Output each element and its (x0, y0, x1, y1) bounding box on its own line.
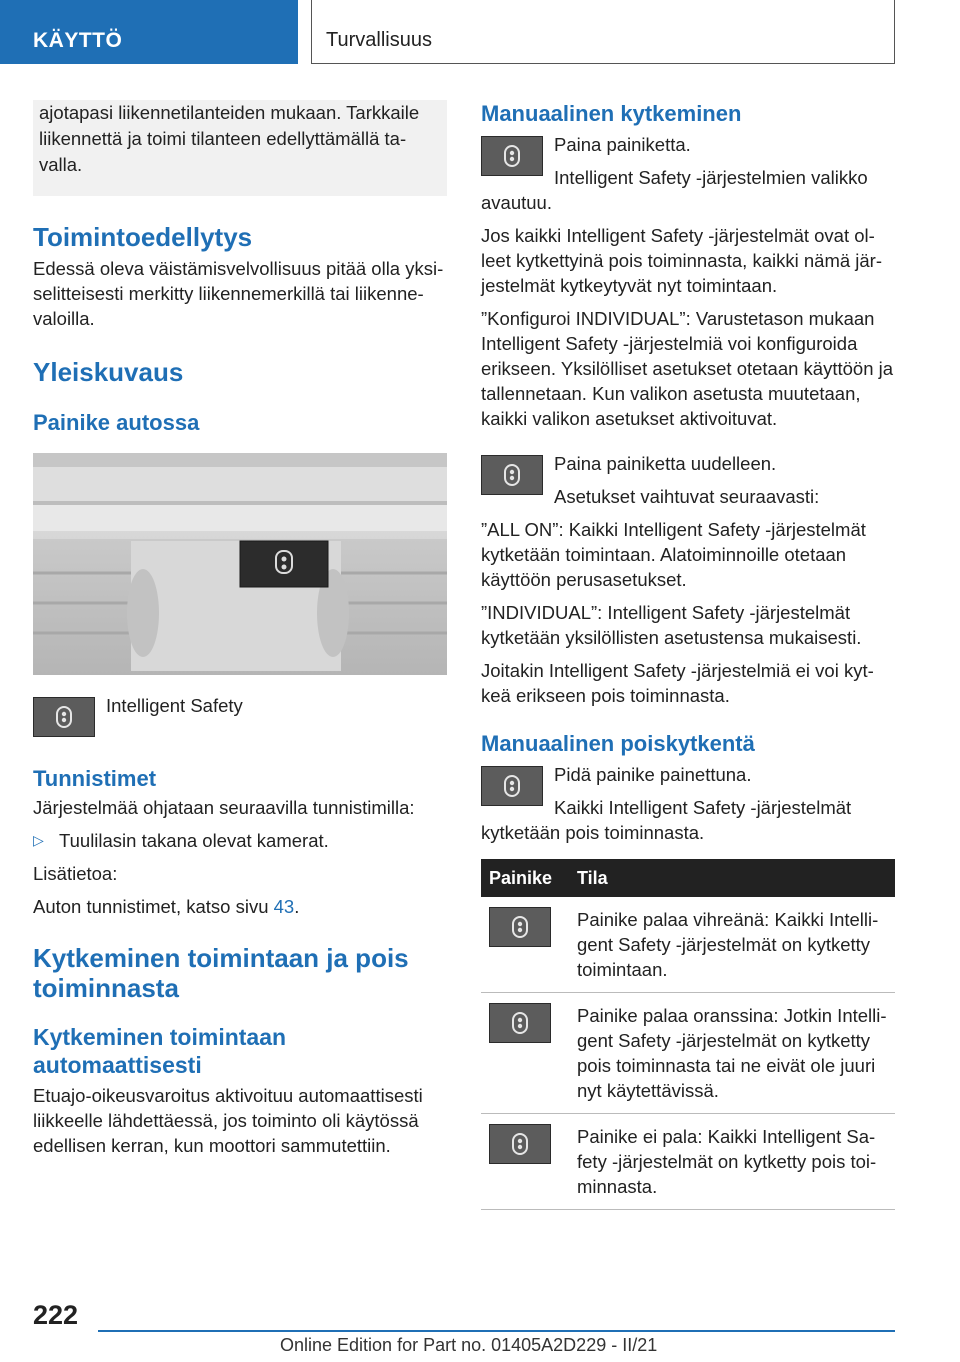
intelligent-safety-icon (481, 766, 543, 806)
heading-manuaalinen-kytkeminen: Manuaalinen kytkeminen (481, 101, 742, 126)
table-row (481, 993, 895, 1114)
heading-painike-autossa: Painike autossa (33, 410, 200, 435)
paragraph-all-on: ”ALL ON”: Kaikki Intelligent Safety -järjestelmät kytketään toimintaan. Alatoiminnoille otetaan käyttöön perusasetukset. (481, 519, 866, 590)
intelligent-safety-icon (489, 1003, 551, 1043)
period: . (294, 896, 300, 917)
paragraph-toimintoedellytys: Edessä oleva väistämisvelvollisuus pitää olla yksi-selitteisesti merkitty liikennemerkillä tai liikenne-valoilla. (33, 258, 444, 329)
step-menu-opens: Intelligent Safety -järjestelmien valikko avautuu. (481, 167, 868, 213)
footer-divider (98, 1330, 895, 1332)
manual-again-block (481, 451, 895, 509)
table-cell-icon (481, 1114, 569, 1210)
table-row (481, 1114, 895, 1210)
paragraph-automaattisesti: Etuajo-oikeusvaroitus aktivoituu automaattisesti liikkeelle lähdettäessä, jos toiminto oli käytössä edellisen kerran, kun moottori sammutettiin. (33, 1085, 423, 1156)
step-all-off: Kaikki Intelligent Safety -järjestelmät kytketään pois toiminnasta. (481, 797, 852, 843)
list-item-text: Tuulilasin takana olevat kamerat. (59, 830, 329, 851)
column-header-painike: Painike (481, 859, 569, 897)
heading-kytkeminen: Kytkeminen toimintaan ja pois toiminnasta (33, 943, 409, 1003)
paragraph-some-systems: Joitakin Intelligent Safety -järjestelmiä ei voi kyt-keä erikseen pois toiminnasta. (481, 660, 874, 706)
table-cell-status: Painike palaa oranssina: Jotkin Intelli-gent Safety -järjestelmät on kytketty pois toiminnasta tai ne eivät ole juuri nyt käytettävissä. (569, 993, 895, 1114)
see-page-text: Auton tunnistimet, katso sivu (33, 896, 274, 917)
paragraph-all-off: Jos kaikki Intelligent Safety -järjestelmät ovat ol-leet kytkettyinä pois toiminnasta, kaikki nämä jär-jestelmät kytkeytyvät nyt toimintaan. (481, 225, 883, 296)
triangle-bullet-icon: ▷ (33, 832, 44, 848)
left-column (33, 100, 447, 1166)
page-link[interactable]: 43 (273, 896, 295, 917)
paragraph-individual: ”INDIVIDUAL”: Intelligent Safety -järjestelmät kytketään yksilöllisten asetustensa mukaisesti. (481, 602, 862, 648)
table-cell-status: Painike palaa vihreänä: Kaikki Intelli-gent Safety -järjestelmät on kytketty toimintaan. (569, 897, 895, 993)
intelligent-safety-icon (489, 907, 551, 947)
paragraph-tunnistimet: Järjestelmää ohjataan seuraavilla tunnistimilla: (33, 797, 415, 818)
step-hold-button: Pidä painike painettuna. (554, 764, 752, 785)
intelligent-safety-icon (33, 697, 95, 737)
table-cell-icon (481, 897, 569, 993)
dashboard-photo (33, 453, 447, 675)
list-item (33, 828, 447, 853)
manual-on-block (481, 132, 895, 215)
intelligent-safety-icon (489, 1124, 551, 1164)
status-table (481, 859, 895, 1210)
heading-yleiskuvaus: Yleiskuvaus (33, 357, 184, 387)
table-cell-icon (481, 993, 569, 1114)
heading-tunnistimet: Tunnistimet (33, 766, 157, 791)
column-header-tila: Tila (569, 859, 895, 897)
table-cell-status: Painike ei pala: Kaikki Intelligent Sa-fety -järjestelmät on kytketty pois toi-minnasta. (569, 1114, 895, 1210)
heading-manuaalinen-poiskytkenta: Manuaalinen poiskytkentä (481, 731, 755, 756)
heading-toimintoedellytys: Toimintoedellytys (33, 222, 253, 252)
footer-edition: Online Edition for Part no. 01405A2D229 - II/21 (280, 1335, 658, 1355)
heading-automaattisesti: Kytkeminen toimintaan automaattisesti (33, 1024, 287, 1078)
table-row (481, 897, 895, 993)
intelligent-safety-icon (481, 136, 543, 176)
chapter-title: Turvallisuus (311, 0, 895, 64)
table-header-row (481, 859, 895, 897)
page-number: 222 (33, 1300, 79, 1330)
intelligent-safety-icon (481, 455, 543, 495)
step-press-again: Paina painiketta uudelleen. (554, 453, 777, 474)
button-caption-row (33, 693, 447, 737)
paragraph-lisatietoa: Lisätietoa: (33, 863, 118, 884)
button-caption: Intelligent Safety (106, 695, 243, 716)
note-box: ajotapasi liikennetilanteiden mukaan. Tarkkaile liikennettä ja toimi tilanteen edellyttämällä ta-valla. (33, 100, 447, 196)
step-settings-change: Asetukset vaihtuvat seuraavasti: (554, 486, 820, 507)
paragraph-see-page (33, 894, 447, 919)
right-column (481, 100, 895, 1210)
step-press-button: Paina painiketta. (554, 134, 691, 155)
paragraph-configure: ”Konfiguroi INDIVIDUAL”: Varustetason mukaan Intelligent Safety -järjestelmiä voi konfiguroida erikseen. Yksilölliset asetukset otetaan käyttöön ja tallennetaan. Kun valikon asetusta muutetaan, kaikki valikon asetukset aktivoituvat. (481, 308, 894, 429)
dashboard-illustration (33, 453, 447, 675)
section-tab: KÄYTTÖ (0, 0, 298, 64)
manual-off-block (481, 762, 895, 845)
